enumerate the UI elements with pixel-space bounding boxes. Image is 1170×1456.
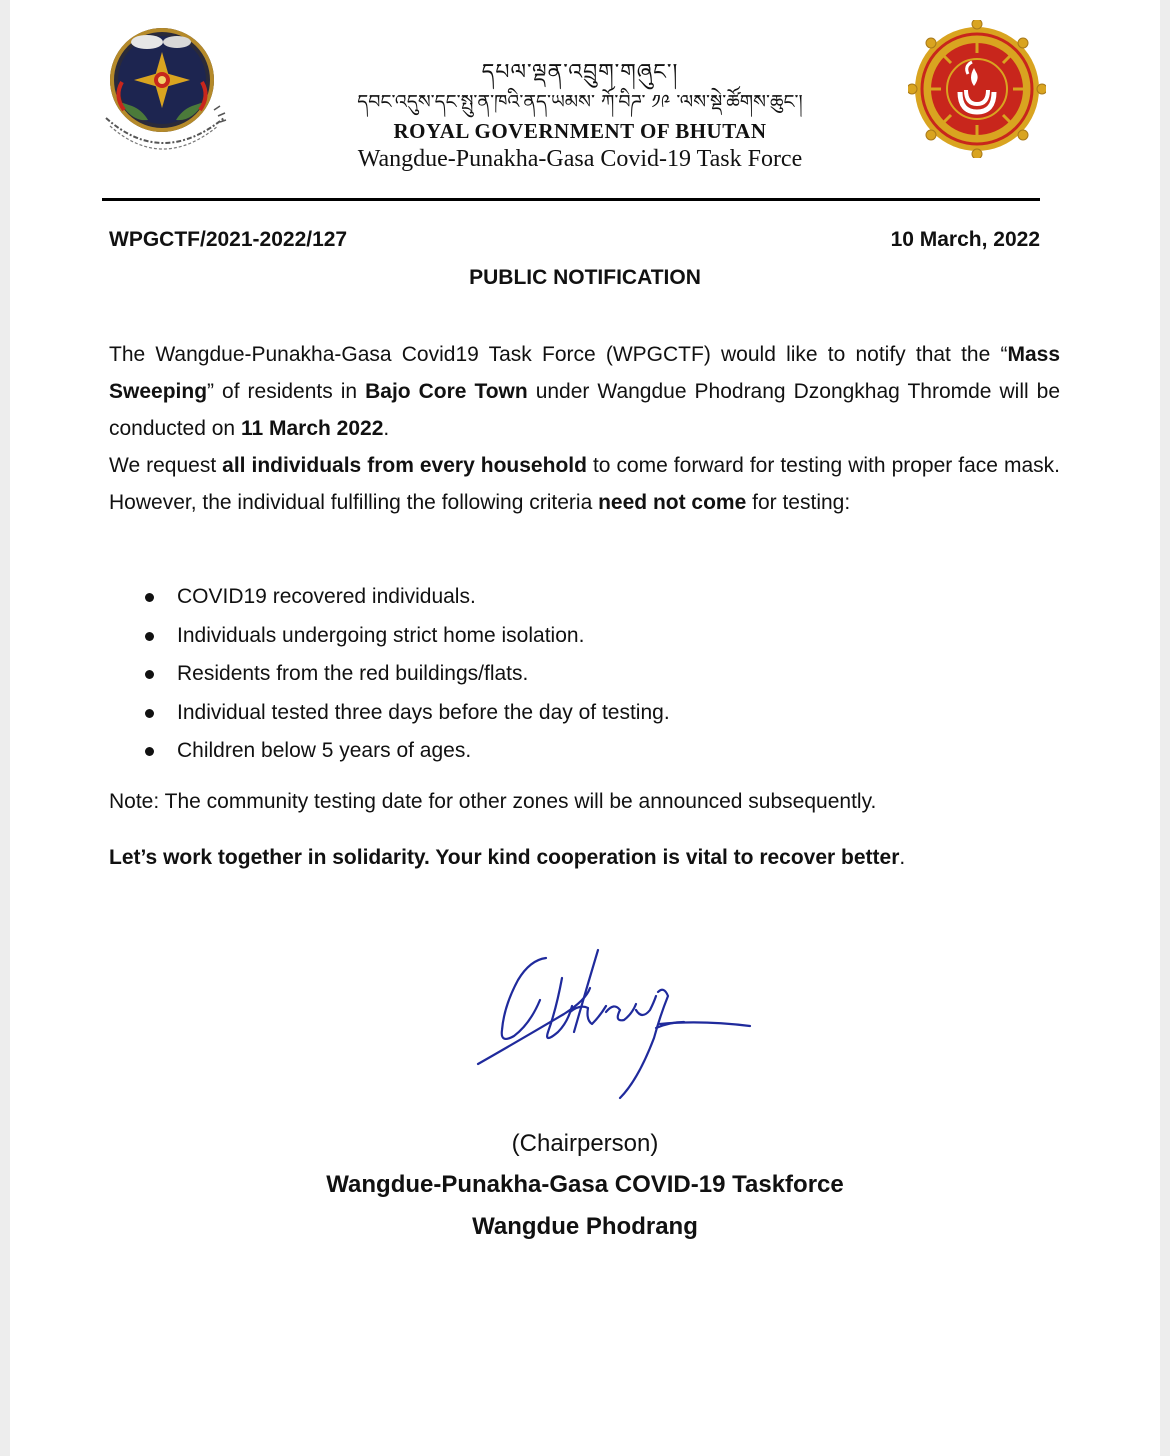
dzongkha-taskforce-name: དབང་འདུས་དང་སྤུ་ན་ཁའི་ནད་ཡམས་ ཀོ་བིཌ་ ༡༩ ་ལས་སྡེ་ཚོགས་ཆུང་། bbox=[357, 91, 803, 113]
list-item-text: Individuals undergoing strict home isolation. bbox=[177, 623, 585, 647]
letter-date: 10 March, 2022 bbox=[890, 228, 1040, 251]
bullet-icon bbox=[145, 593, 154, 602]
list-item bbox=[109, 578, 1009, 617]
event-date: 11 March 2022 bbox=[240, 417, 384, 440]
header-divider bbox=[102, 198, 1040, 201]
notification-page bbox=[10, 0, 1160, 1456]
bullet-icon bbox=[145, 670, 154, 679]
body-text-segment: . bbox=[383, 417, 390, 440]
event-name: Mass Sweeping bbox=[109, 343, 1060, 403]
notice-title: PUBLIC NOTIFICATION bbox=[469, 266, 701, 289]
closing-punctuation: . bbox=[899, 846, 906, 869]
list-item bbox=[109, 694, 1009, 733]
letterhead bbox=[260, 58, 900, 174]
body-text-segment: to come forward for testing with proper face mask. However, the individual fulfilling the following criteria bbox=[109, 454, 1060, 514]
bullet-icon bbox=[145, 709, 154, 718]
notice-body bbox=[109, 336, 1060, 521]
list-item bbox=[109, 655, 1009, 694]
dzongkha-government-name: དཔལ་ལྡན་འབྲུག་གཞུང་། bbox=[481, 60, 679, 85]
signatory-block bbox=[10, 1124, 1160, 1248]
list-item-text: COVID19 recovered individuals. bbox=[177, 585, 476, 608]
closing-statement bbox=[109, 846, 905, 870]
royal-emblem-icon bbox=[92, 22, 242, 162]
bullet-icon bbox=[145, 632, 154, 641]
list-item bbox=[109, 617, 1009, 656]
bullet-icon bbox=[145, 747, 154, 756]
exemption-criteria-list bbox=[109, 578, 1009, 771]
taskforce-name: Wangdue-Punakha-Gasa Covid-19 Task Force bbox=[357, 146, 803, 172]
signatory-role: (Chairperson) bbox=[511, 1130, 659, 1157]
body-text-segment: ” of residents in bbox=[207, 380, 366, 403]
list-item-text: Individual tested three days before the day of testing. bbox=[177, 700, 670, 724]
list-item-text: Children below 5 years of ages. bbox=[177, 739, 472, 763]
body-text-segment: for testing: bbox=[746, 491, 851, 514]
exemption-phrase: need not come bbox=[598, 491, 747, 514]
location-name: Bajo Core Town bbox=[365, 380, 528, 403]
government-name: ROYAL GOVERNMENT OF BHUTAN bbox=[393, 119, 767, 143]
paragraph-request bbox=[109, 447, 1060, 521]
body-text-segment: We request bbox=[109, 454, 223, 477]
list-item bbox=[109, 732, 1009, 771]
closing-bold-text: Let’s work together in solidarity. Your kind cooperation is vital to recover better bbox=[109, 846, 900, 869]
body-text-segment: The Wangdue-Punakha-Gasa Covid19 Task Force (WPGCTF) would like to notify that the “ bbox=[109, 343, 1008, 366]
signatory-place: Wangdue Phodrang bbox=[472, 1213, 698, 1240]
handwritten-signature bbox=[460, 940, 760, 1110]
target-group: all individuals from every household bbox=[222, 454, 587, 477]
paragraph-mass-sweeping bbox=[109, 336, 1060, 447]
reference-number: WPGCTF/2021-2022/127 bbox=[109, 228, 348, 251]
dharma-wheel-icon bbox=[908, 20, 1046, 158]
body-text-segment: under Wangdue Phodrang Dzongkhag Thromde will be conducted on bbox=[109, 380, 1061, 440]
note-text: Note: The community testing date for other zones will be announced subsequently. bbox=[109, 790, 877, 813]
list-item-text: Residents from the red buildings/flats. bbox=[177, 662, 529, 686]
signatory-organization: Wangdue-Punakha-Gasa COVID-19 Taskforce bbox=[326, 1171, 844, 1198]
